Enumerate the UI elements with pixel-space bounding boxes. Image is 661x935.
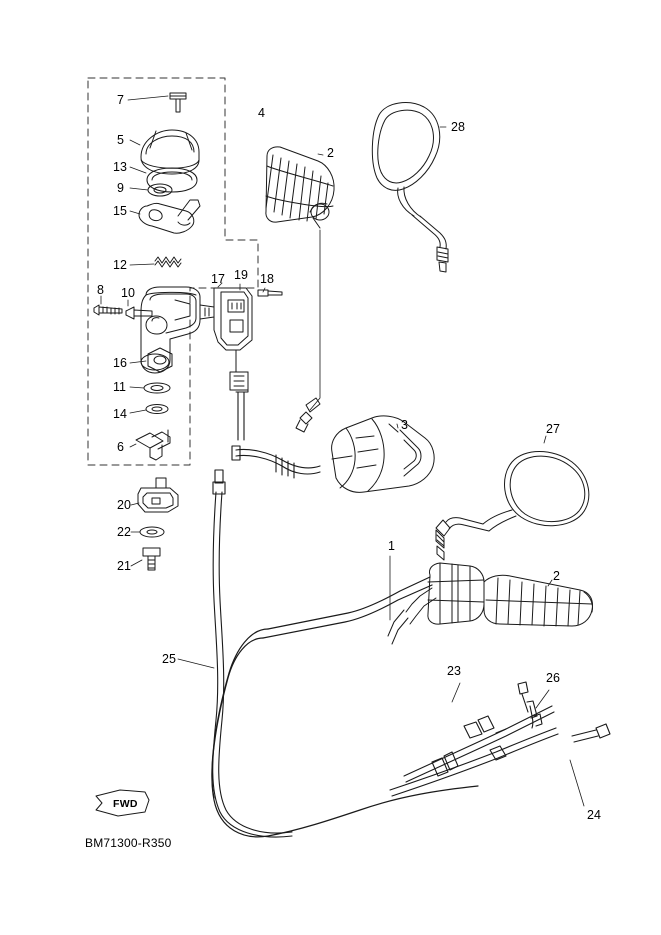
callout-28: 28 [451, 120, 465, 134]
part-17-19-18 [214, 288, 282, 392]
callout-14: 14 [113, 407, 127, 421]
part-23-24-26-cables [390, 682, 610, 796]
part-21 [143, 548, 160, 570]
callout-1: 1 [388, 539, 395, 553]
callout-5: 5 [117, 133, 124, 147]
callout-4: 4 [258, 106, 265, 120]
part-3-switch-housing [332, 416, 435, 492]
part-8 [94, 305, 122, 315]
callout-24: 24 [587, 808, 601, 822]
part-20 [138, 478, 178, 512]
part-1-handlebar [212, 577, 478, 837]
part-22 [140, 527, 164, 537]
part-25-cable [213, 470, 292, 837]
callout-13: 13 [113, 160, 127, 174]
part-2-right-grip [388, 563, 593, 644]
callout-2-right: 2 [553, 569, 560, 583]
part-5 [141, 130, 199, 174]
callout-3: 3 [401, 418, 408, 432]
callout-6: 6 [117, 440, 124, 454]
callout-25: 25 [162, 652, 176, 666]
part-2-left-grip [266, 147, 334, 228]
callout-22: 22 [117, 525, 131, 539]
part-27-mirror [436, 452, 589, 561]
callout-12: 12 [113, 258, 127, 272]
callout-7: 7 [117, 93, 124, 107]
callout-9: 9 [117, 181, 124, 195]
callout-18: 18 [260, 272, 274, 286]
part-15 [139, 200, 200, 233]
callout-8: 8 [97, 283, 104, 297]
part-code-label: BM71300-R350 [85, 836, 172, 850]
callout-23: 23 [447, 664, 461, 678]
callout-16: 16 [113, 356, 127, 370]
callout-2-left: 2 [327, 146, 334, 160]
callout-17: 17 [211, 272, 225, 286]
callout-15: 15 [113, 204, 127, 218]
part-11 [144, 383, 170, 393]
callout-11: 11 [113, 380, 126, 394]
master-cylinder-body [141, 287, 214, 373]
fwd-direction-label: FWD [113, 798, 138, 810]
part-28-mirror [372, 103, 448, 272]
callout-26: 26 [546, 671, 560, 685]
callout-10: 10 [121, 286, 135, 300]
part-6 [136, 430, 170, 460]
part-9 [148, 184, 172, 196]
callout-21: 21 [117, 559, 131, 573]
callout-27: 27 [546, 422, 560, 436]
part-7 [170, 93, 186, 112]
callout-20: 20 [117, 498, 131, 512]
part-10 [126, 307, 152, 319]
callout-19: 19 [234, 268, 248, 282]
part-12 [155, 257, 181, 267]
part-14 [146, 405, 168, 414]
brake-hose [232, 446, 320, 478]
